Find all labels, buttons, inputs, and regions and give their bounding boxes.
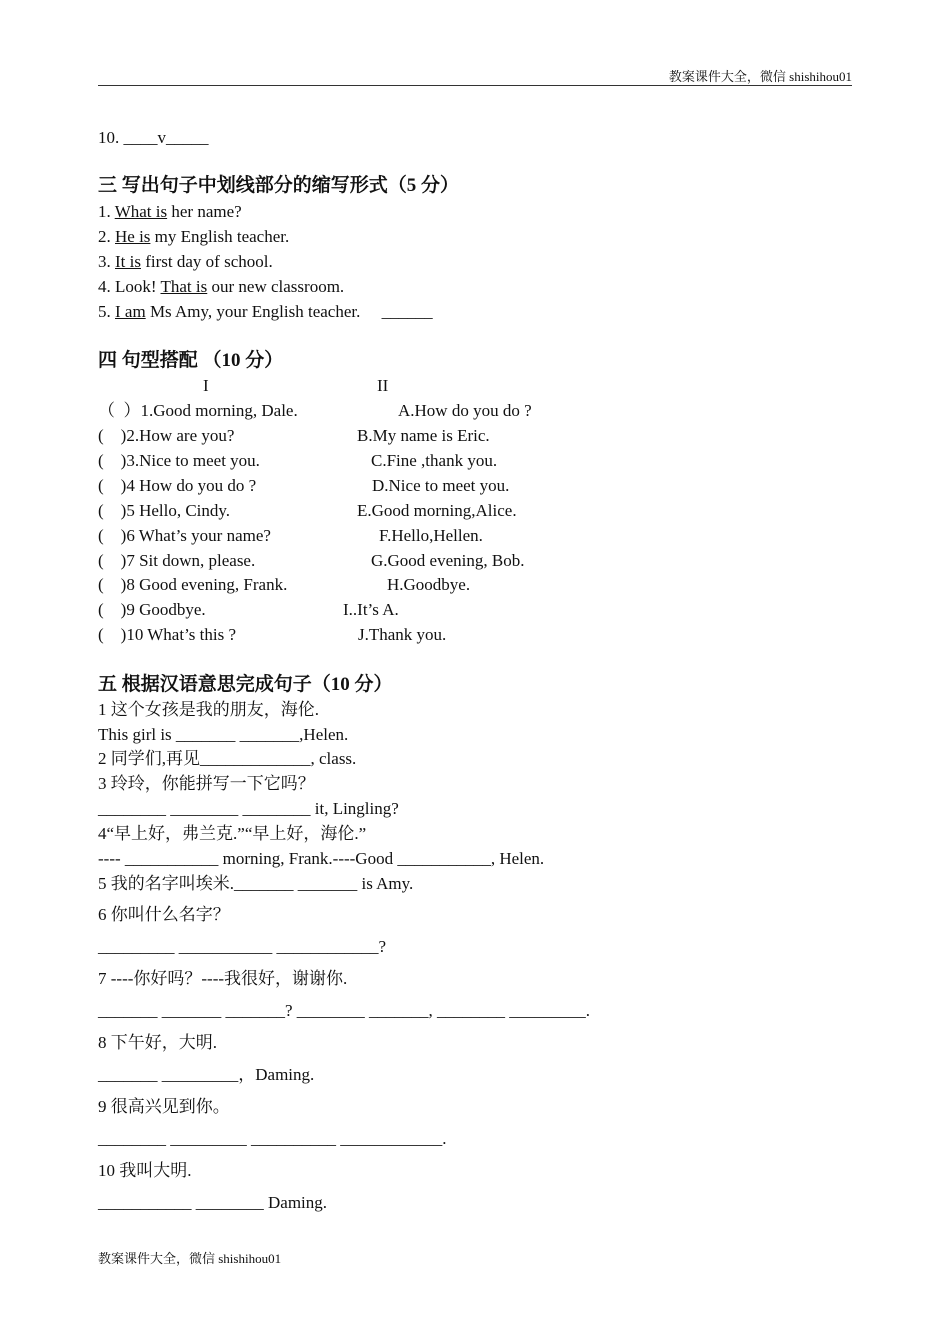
section5-line: 3 玲玲，你能拼写一下它吗？ (98, 774, 315, 793)
match-left-item: ( )8 Good evening, Frank. (98, 575, 288, 594)
match-left-item: ( )6 What’s your name? (98, 526, 271, 545)
section5-line: 6 你叫什么名字？ (98, 905, 230, 924)
section5-line: _______ _______ _______? ________ _______, ________ _________. (98, 1001, 591, 1020)
match-right-item: A.How do you do ? (398, 401, 532, 420)
item-prefix: 4. Look! (98, 277, 161, 296)
underlined-phrase: I am (115, 302, 146, 321)
match-left-item: ( )9 Goodbye. (98, 600, 206, 619)
section2-item-10: 10. ____v_____ (98, 128, 209, 147)
match-right-item: C.Fine ,thank you. (371, 451, 498, 470)
page-footer: 教案课件大全，微信 shishihou01 (98, 1251, 282, 1266)
section3-item (98, 277, 344, 297)
header-divider (98, 85, 852, 86)
match-right-item: E.Good morning,Alice. (357, 501, 517, 520)
underlined-phrase: What is (114, 202, 168, 221)
match-left-item: ( )7 Sit down, please. (98, 551, 256, 570)
underlined-phrase: It is (115, 252, 141, 271)
item-suffix: Ms Amy, your English teacher. ______ (145, 302, 433, 321)
match-right-item: H.Goodbye. (387, 575, 471, 594)
item-suffix: our new classroom. (207, 277, 345, 296)
item-prefix: 5. (98, 302, 115, 321)
column-header-i: I (203, 376, 209, 395)
match-left-item: ( )2.How are you? (98, 426, 235, 445)
section5-line: 8 下午好，大明. (98, 1033, 217, 1052)
section3-item (98, 252, 273, 272)
section3-item (98, 202, 242, 222)
item-suffix: my English teacher. (150, 227, 290, 246)
item-prefix: 1. (98, 202, 115, 221)
section5-line: 5 我的名字叫埃米._______ _______ is Amy. (98, 874, 414, 893)
section5-line: 10 我叫大明. (98, 1161, 192, 1180)
section5-line: ---- ___________ morning, Frank.----Good ___________, Helen. (98, 849, 545, 868)
section5-line: 9 很高兴见到你。 (98, 1097, 230, 1116)
section3-item (98, 227, 289, 247)
section5-line: ________ ________ ________ it, Lingling? (98, 799, 399, 818)
underlined-phrase: That is (160, 277, 208, 296)
match-left-item: （ ）1.Good morning, Dale. (98, 401, 298, 420)
section5-title: 五 根据汉语意思完成句子（10 分） (98, 674, 393, 695)
section3-title: 三 写出句子中划线部分的缩写形式（5 分） (98, 175, 460, 196)
section5-line: 4“早上好，弗兰克.”“早上好，海伦.” (98, 824, 367, 843)
match-right-item: F.Hello,Hellen. (379, 526, 483, 545)
section5-line: This girl is _______ _______,Helen. (98, 725, 349, 744)
section5-line: 1 这个女孩是我的朋友，海伦. (98, 700, 319, 719)
section5-line: ___________ ________ Daming. (98, 1193, 328, 1212)
section4-title: 四 句型搭配 （10 分） (98, 350, 284, 371)
item-prefix: 2. (98, 227, 115, 246)
section3-item (98, 302, 433, 322)
match-left-item: ( )4 How do you do ? (98, 476, 257, 495)
match-left-item: ( )10 What’s this ? (98, 625, 237, 644)
section5-line: 2 同学们,再见_____________, class. (98, 749, 357, 768)
match-right-item: G.Good evening, Bob. (371, 551, 525, 570)
section5-line: ________ _________ __________ ____________. (98, 1129, 447, 1148)
item-suffix: her name? (167, 202, 242, 221)
match-right-item: D.Nice to meet you. (372, 476, 510, 495)
page-header: 教案课件大全，微信 shishihou01 (668, 69, 852, 84)
item-suffix: first day of school. (140, 252, 273, 271)
match-right-item: J.Thank you. (358, 625, 447, 644)
match-right-item: I..It’s A. (343, 600, 399, 619)
section5-line: _________ ___________ ____________? (98, 937, 387, 956)
match-left-item: ( )3.Nice to meet you. (98, 451, 260, 470)
underlined-phrase: He is (115, 227, 151, 246)
item-prefix: 3. (98, 252, 115, 271)
match-left-item: ( )5 Hello, Cindy. (98, 501, 231, 520)
column-header-ii: II (377, 376, 389, 395)
section5-line: 7 ----你好吗？----我很好，谢谢你. (98, 969, 348, 988)
section5-line: _______ _________，Daming. (98, 1065, 315, 1084)
match-right-item: B.My name is Eric. (357, 426, 490, 445)
